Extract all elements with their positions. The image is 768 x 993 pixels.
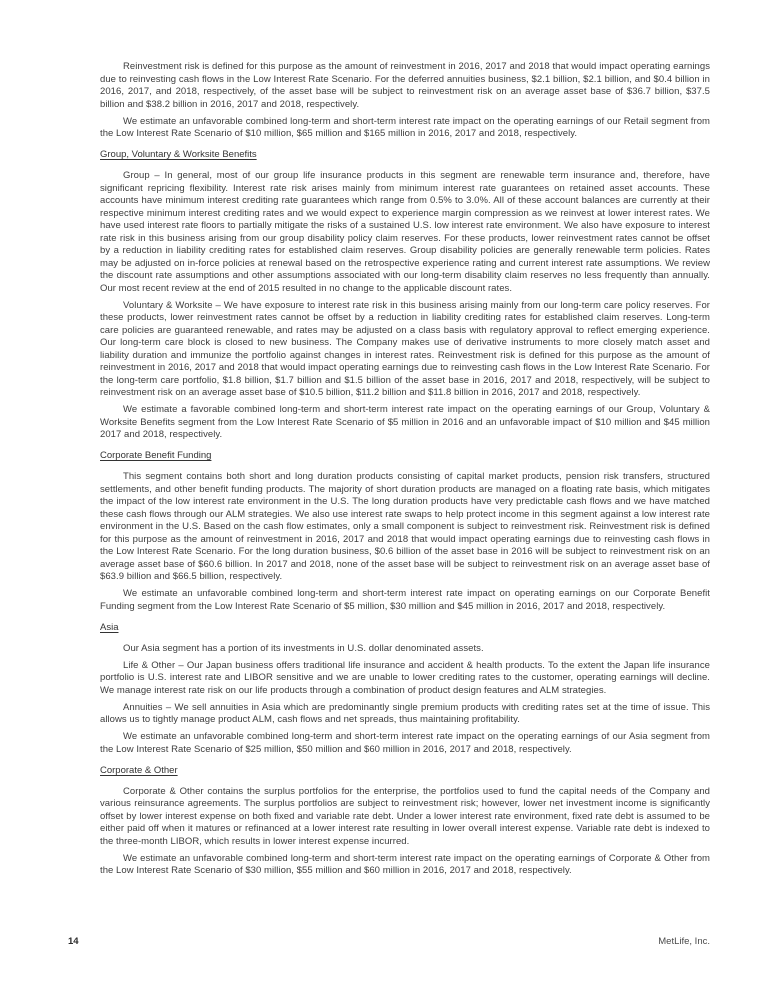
paragraph: This segment contains both short and long duration products consisting of capital market products, pension risk transfers, structured settlements, and other benefit funding products. The majority of short duration products are managed on a floating rate basis, which mitigates the impact of the low interest rate environment in the U.S. The long duration products have very predictable cash flows and we have matched these cash flows through our ALM strategies. We also use interest rate swaps to help protect income in this segment against a low interest rate environment in the U.S. Based on the cash flow estimates, only a small component is subject to reinvestment risk. Reinvestment risk is defined for this purpose as the amount of reinvestment in 2016, 2017 and 2018 that would impact operating earnings due to reinvesting cash flows in the Low Interest Rate Scenario. For the long duration business, $0.6 billion of the asset base in 2016 will be subject to reinvestment risk on an average asset base of $60.6 billion. In 2017 and 2018, none of the asset base will be subject to reinvestment risk on an average asset base of $63.9 billion and $66.5 billion, respectively. — [100, 471, 710, 582]
section-heading-corporate-other: Corporate & Other — [100, 764, 178, 776]
paragraph: Voluntary & Worksite – We have exposure to interest rate risk in this business arising mainly from our long-term care policy reserves. For these products, lower reinvestment rates cannot be offset by a reduction in liability crediting rates for established claim reserves. Long-term care policies are guaranteed renewable, and rates may be adjusted on a class basis with regulatory approval to reflect emerging experience. Our long-term care block is closed to new business. The Company makes use of derivative instruments to more closely match asset and liability duration and immunize the portfolio against changes in interest rates. Reinvestment risk is defined for this purpose as the amount of reinvestment in 2016, 2017 and 2018 that would impact operating earnings due to reinvesting cash flows in the Low Interest Rate Scenario. For the long-term care portfolio, $1.8 billion, $1.7 billion and $1.5 billion of the asset base in 2016, 2017 and 2018, respectively, will be subject to reinvestment risk on an average asset base of $10.5 billion, $11.2 billion and $11.8 billion in 2016, 2017 and 2018, respectively. — [100, 299, 710, 398]
paragraph: We estimate a favorable combined long-term and short-term interest rate impact on the operating earnings of our Group, Voluntary & Worksite Benefits segment from the Low Interest Rate Scenario of $5 million in 2016 and an unfavorable impact of $10 million and $45 million 2017 and 2018, respectively. — [100, 404, 710, 440]
paragraph: Group – In general, most of our group life insurance products in this segment are renewable term insurance and, therefore, have significant repricing flexibility. Interest rate risk arises mainly from minimum interest rate guarantees on retained asset accounts. These accounts have minimum interest crediting rate guarantees which range from 0.5% to 3.0%. All of these account balances are currently at their respective minimum interest crediting rates and we would expect to experience margin compression as we reinvest at lower interest rates. We have used interest rate floors to partially mitigate the risks of a sustained U.S. low interest rate environment. We also have exposure to interest rate risk in this business arising from our group disability policy claim reserves. For these products, lower reinvestment rates cannot be offset by a reduction in liability crediting rates for established claim reserves. Group disability policies are generally renewable term policies. Rates may be adjusted on in-force policies at renewal based on the retrospective experience rating and current interest rate assumptions. We review the discount rate assumptions and other assumptions associated with our long-term disability claim reserves no less frequently than annually. Our most recent review at the end of 2015 resulted in no change to the applicable discount rates. — [100, 170, 710, 294]
paragraph: Life & Other – Our Japan business offers traditional life insurance and accident & health products. To the extent the Japan life insurance portfolio is U.S. interest rate and LIBOR sensitive and we are unable to lower crediting rates to the customer, operating earnings will decline. We manage interest rate risk on our life products through a combination of product design features and ALM strategies. — [100, 659, 710, 696]
paragraph: Annuities – We sell annuities in Asia which are predominantly single premium products with crediting rates set at the time of issue. This allows us to tightly manage product ALM, cash flows and net spreads, thus maintaining profitability. — [100, 701, 710, 725]
paragraph: Our Asia segment has a portion of its investments in U.S. dollar denominated assets. — [123, 642, 484, 654]
paragraph: Reinvestment risk is defined for this purpose as the amount of reinvestment in 2016, 2017 and 2018 that would impact operating earnings due to reinvesting cash flows in the Low Interest Rate Scenario. For the deferred annuities business, $2.1 billion, $2.1 billion, and $0.4 billion in 2016, 2017, and 2018, respectively, of the asset base will be subject to reinvestment risk on an average asset base of $36.7 billion, $37.5 billion and $38.2 billion in 2016, 2017 and 2018, respectively. — [100, 61, 710, 110]
section-heading-asia: Asia — [100, 621, 119, 633]
paragraph: We estimate an unfavorable combined long-term and short-term interest rate impact on the operating earnings of Corporate & Other from the Low Interest Rate Scenario of $30 million, $55 million and $60 million in 2016, 2017 and 2018, respectively. — [100, 852, 710, 876]
page-number: 14 — [68, 936, 79, 947]
paragraph: Corporate & Other contains the surplus portfolios for the enterprise, the portfolios used to fund the capital needs of the Company and various reinsurance agreements. The surplus portfolios are subject to reinvestment risk; however, lower net investment income is significantly offset by lower interest expense on both fixed and variable rate debt. Under a lower interest rate environment, fixed rate debt is assumed to be either paid off when it matures or refinanced at a lower interest rate resulting in lower overall interest expense. Variable rate debt is indexed to the three-month LIBOR, which results in lower interest expense incurred. — [100, 785, 710, 847]
document-body — [100, 61, 710, 882]
paragraph: We estimate an unfavorable combined long-term and short-term interest rate impact on the operating earnings of our Retail segment from the Low Interest Rate Scenario of $10 million, $65 million and $165 million in 2016, 2017 and 2018, respectively. — [100, 115, 710, 139]
paragraph: We estimate an unfavorable combined long-term and short-term interest rate impact on operating earnings on our Corporate Benefit Funding segment from the Low Interest Rate Scenario of $5 million, $30 million and $45 million in 2016, 2017 and 2018, respectively. — [100, 588, 710, 612]
section-heading-group-voluntary-worksite-benefits: Group, Voluntary & Worksite Benefits — [100, 149, 257, 160]
footer-company-name: MetLife, Inc. — [658, 936, 710, 947]
section-heading-corporate-benefit-funding: Corporate Benefit Funding — [100, 450, 212, 461]
paragraph: We estimate an unfavorable combined long-term and short-term interest rate impact on the operating earnings of our Asia segment from the Low Interest Rate Scenario of $25 million, $50 million and $60 million in 2016, 2017 and 2018, respectively. — [100, 731, 710, 755]
page-footer — [68, 936, 710, 950]
